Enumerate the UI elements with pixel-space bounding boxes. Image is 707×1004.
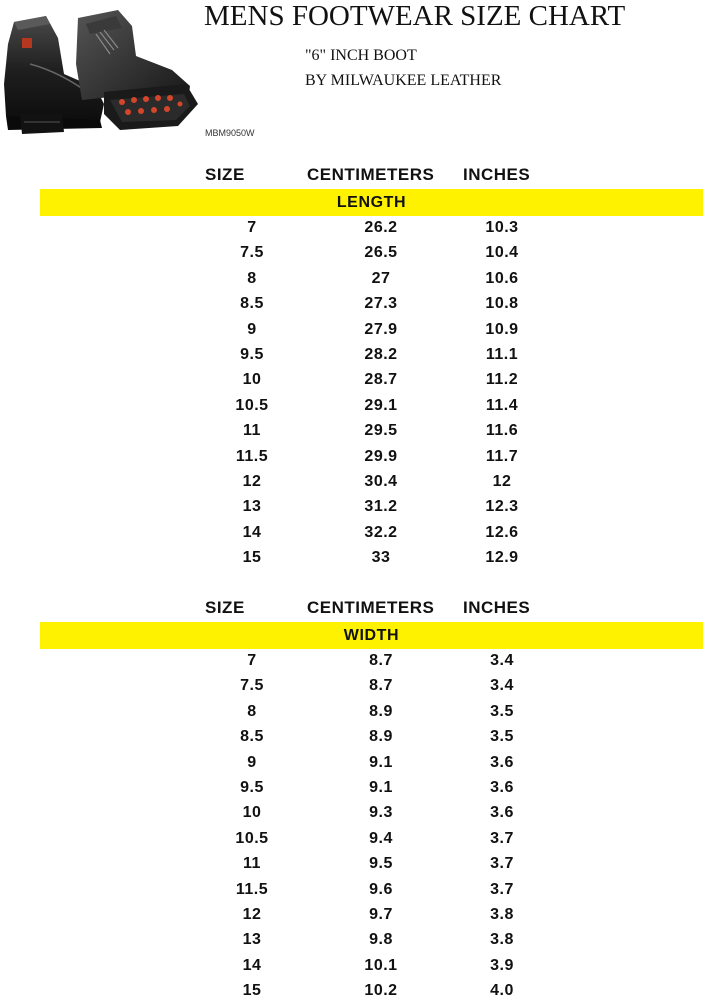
table-row	[0, 495, 707, 520]
table-row	[0, 751, 707, 776]
cell-centimeters: 9.1	[369, 753, 393, 771]
table-row	[0, 776, 707, 801]
cell-size: 7	[247, 219, 257, 236]
cell-inches: 12.3	[485, 498, 519, 516]
column-header-centimeters: CENTIMETERS	[307, 598, 435, 617]
cell-size: 8.5	[240, 728, 264, 746]
cell-centimeters: 8.9	[369, 728, 393, 746]
cell-centimeters: 29.1	[364, 396, 398, 414]
cell-inches: 11.2	[485, 371, 519, 389]
cell-size: 12	[242, 472, 262, 490]
cell-inches: 3.6	[490, 804, 514, 822]
table-row	[0, 725, 707, 750]
cell-centimeters: 10.1	[364, 956, 398, 974]
cell-size: 12	[242, 905, 262, 923]
table-row	[0, 292, 707, 317]
table-row	[0, 801, 707, 826]
cell-inches: 10.4	[485, 244, 519, 262]
column-header-inches: INCHES	[463, 165, 531, 184]
cell-size: 15	[242, 549, 262, 567]
cell-centimeters: 9.8	[369, 931, 393, 949]
cell-inches: 12.6	[485, 523, 519, 541]
table-row	[0, 852, 707, 877]
table-row	[0, 521, 707, 546]
cell-centimeters: 27.9	[364, 320, 398, 338]
cell-centimeters: 26.2	[364, 219, 398, 236]
width-rows	[0, 649, 707, 1004]
table-row	[0, 674, 707, 699]
table-row	[0, 318, 707, 343]
cell-inches: 10.6	[485, 269, 519, 287]
cell-size: 10	[242, 804, 262, 822]
cell-size: 14	[242, 523, 262, 541]
cell-inches: 12.9	[485, 549, 519, 567]
width-table	[0, 594, 707, 1004]
cell-inches: 10.9	[485, 320, 519, 338]
column-header-size: SIZE	[205, 598, 245, 617]
table-row	[0, 979, 707, 1004]
cell-inches: 4.0	[490, 982, 514, 1000]
table-row	[0, 954, 707, 979]
cell-size: 7	[247, 652, 257, 669]
cell-centimeters: 26.5	[364, 244, 398, 262]
table-row	[0, 368, 707, 393]
cell-inches: 3.6	[490, 753, 514, 771]
cell-centimeters: 9.5	[369, 855, 393, 873]
table-row	[0, 649, 707, 674]
cell-inches: 3.8	[490, 905, 514, 923]
cell-centimeters: 10.2	[364, 982, 398, 1000]
cell-centimeters: 27	[371, 269, 391, 287]
cell-size: 13	[242, 498, 262, 516]
cell-centimeters: 30.4	[364, 472, 398, 490]
cell-inches: 3.4	[490, 652, 514, 669]
width-section-band	[40, 622, 703, 649]
cell-size: 9.5	[240, 778, 264, 796]
cell-centimeters: 27.3	[364, 295, 398, 313]
table-row	[0, 216, 707, 241]
column-header-inches: INCHES	[463, 598, 531, 617]
width-column-headers	[0, 594, 707, 622]
cell-size: 11.5	[235, 880, 269, 898]
cell-size: 7.5	[240, 677, 264, 695]
width-section-label: WIDTH	[343, 627, 400, 644]
cell-centimeters: 33	[371, 549, 391, 567]
cell-centimeters: 32.2	[364, 523, 398, 541]
cell-size: 9.5	[240, 345, 264, 363]
cell-centimeters: 9.4	[369, 829, 393, 847]
cell-inches: 11.6	[485, 422, 519, 440]
table-row	[0, 394, 707, 419]
length-rows	[0, 216, 707, 571]
table-row	[0, 546, 707, 571]
cell-size: 8.5	[240, 295, 264, 313]
cell-size: 8	[247, 269, 257, 287]
cell-centimeters: 28.7	[364, 371, 398, 389]
cell-centimeters: 9.3	[369, 804, 393, 822]
cell-inches: 3.9	[490, 956, 514, 974]
cell-inches: 3.8	[490, 931, 514, 949]
cell-inches: 10.3	[485, 219, 519, 236]
table-row	[0, 267, 707, 292]
table-row	[0, 928, 707, 953]
table-row	[0, 343, 707, 368]
cell-inches: 3.7	[490, 829, 514, 847]
length-table	[0, 161, 707, 571]
cell-centimeters: 9.6	[369, 880, 393, 898]
cell-centimeters: 8.7	[369, 677, 393, 695]
cell-size: 15	[242, 982, 262, 1000]
cell-inches: 3.7	[490, 855, 514, 873]
cell-size: 9	[247, 753, 257, 771]
cell-size: 9	[247, 320, 257, 338]
page-title: MENS FOOTWEAR SIZE CHART	[204, 0, 626, 32]
product-subtitle: "6" INCH BOOT	[305, 47, 417, 64]
cell-inches: 11.4	[485, 396, 519, 414]
cell-inches: 11.1	[485, 345, 519, 363]
cell-size: 11	[243, 855, 261, 873]
cell-size: 8	[247, 702, 257, 720]
cell-size: 11.5	[235, 447, 269, 465]
table-row	[0, 241, 707, 266]
cell-centimeters: 28.2	[364, 345, 398, 363]
column-header-size: SIZE	[205, 165, 245, 184]
brand-subtitle: BY MILWAUKEE LEATHER	[305, 72, 502, 89]
cell-inches: 3.5	[490, 702, 514, 720]
table-row	[0, 700, 707, 725]
cell-size: 10.5	[235, 396, 269, 414]
table-row	[0, 419, 707, 444]
boot-photo-icon	[0, 4, 200, 144]
length-section-label: LENGTH	[336, 194, 407, 211]
cell-size: 11	[243, 422, 261, 440]
cell-inches: 10.8	[485, 295, 519, 313]
table-row	[0, 827, 707, 852]
table-row	[0, 470, 707, 495]
cell-inches: 3.5	[490, 728, 514, 746]
table-row	[0, 878, 707, 903]
length-section-band	[40, 189, 703, 216]
cell-inches: 3.6	[490, 778, 514, 796]
cell-size: 13	[242, 931, 262, 949]
length-column-headers	[0, 161, 707, 189]
cell-size: 10.5	[235, 829, 269, 847]
cell-centimeters: 8.7	[369, 652, 393, 669]
cell-inches: 3.4	[490, 677, 514, 695]
cell-centimeters: 29.9	[364, 447, 398, 465]
cell-inches: 11.7	[485, 447, 519, 465]
cell-size: 14	[242, 956, 262, 974]
cell-centimeters: 29.5	[364, 422, 398, 440]
cell-centimeters: 9.7	[369, 905, 393, 923]
cell-size: 7.5	[240, 244, 264, 262]
cell-centimeters: 9.1	[369, 778, 393, 796]
cell-centimeters: 8.9	[369, 702, 393, 720]
cell-inches: 3.7	[490, 880, 514, 898]
model-code: MBM9050W	[205, 128, 255, 138]
cell-centimeters: 31.2	[364, 498, 398, 516]
cell-inches: 12	[492, 472, 512, 490]
table-row	[0, 445, 707, 470]
cell-size: 10	[242, 371, 262, 389]
table-row	[0, 903, 707, 928]
column-header-centimeters: CENTIMETERS	[307, 165, 435, 184]
